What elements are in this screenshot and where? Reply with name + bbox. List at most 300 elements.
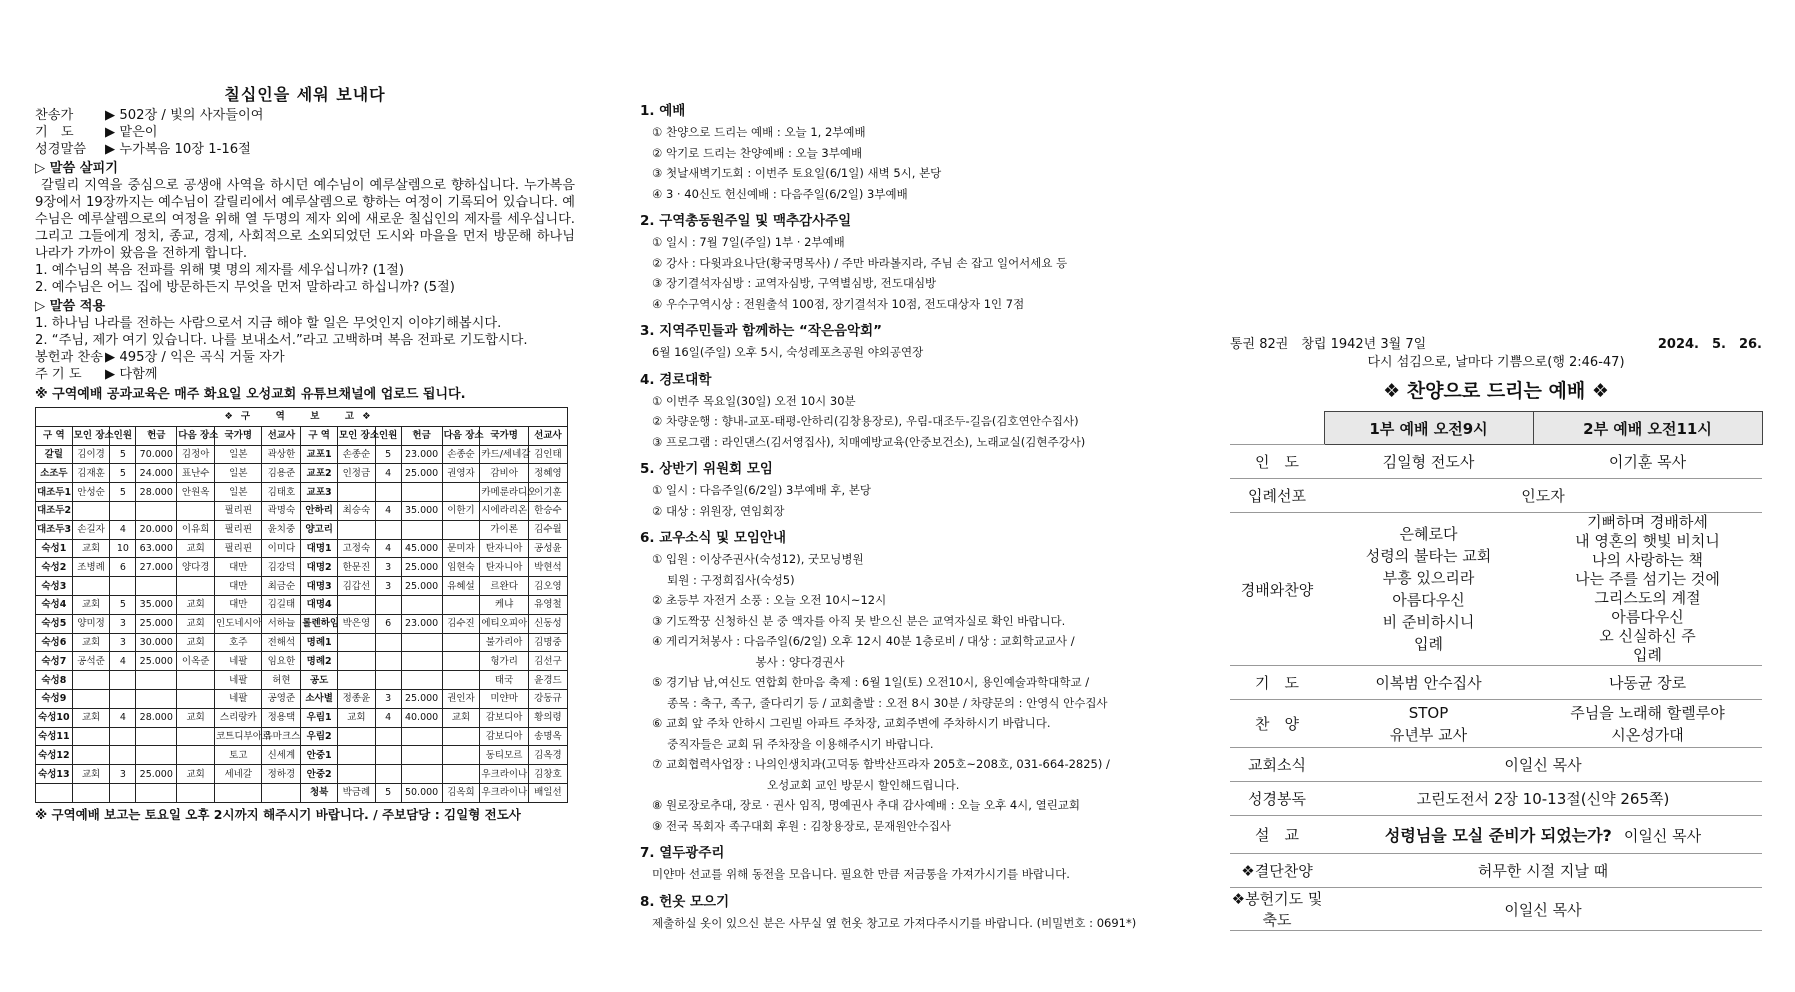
table-cell: 27.000 bbox=[136, 558, 177, 577]
table-cell: 에티오피아 bbox=[480, 614, 529, 633]
table-cell: 권인자 bbox=[442, 689, 480, 708]
table-cell: 이미다 bbox=[262, 539, 301, 558]
table-cell bbox=[110, 689, 136, 708]
worship-row bbox=[1230, 445, 1762, 479]
announcement-section bbox=[640, 100, 1180, 204]
table-cell: 김수월 bbox=[528, 520, 567, 539]
table-cell: 소사별 bbox=[301, 689, 338, 708]
table-cell: 대만 bbox=[215, 558, 262, 577]
announcement-heading: 5. 상반기 위원회 모임 bbox=[640, 461, 773, 477]
table-cell: 김이경 bbox=[72, 445, 110, 464]
table-cell: 안하리 bbox=[301, 501, 338, 520]
line: 아름다우신 bbox=[1611, 608, 1684, 626]
announcement-item: ① 입원 : 이상주권사(숙성12), 굿모닝병원 bbox=[652, 552, 864, 566]
question: 2. 예수님은 어느 집에 방문하든지 무엇을 먼저 말하라고 하십니까? (5절) bbox=[35, 280, 455, 295]
table-cell: 5 bbox=[110, 483, 136, 502]
table-cell: 4 bbox=[110, 652, 136, 671]
table-cell: 25.000 bbox=[401, 689, 442, 708]
column-header: 헌금 bbox=[401, 426, 442, 445]
table-cell: 대만 bbox=[215, 595, 262, 614]
question: 1. 예수님의 복음 전파를 위해 몇 명의 제자를 세우십니까? (1절) bbox=[35, 263, 404, 278]
table-row bbox=[36, 501, 568, 520]
table-cell bbox=[177, 689, 215, 708]
announcement-item: ③ 프로그램 : 라인댄스(김서영집사), 치매예방교육(안중보건소), 노래교실(김현주강사) bbox=[652, 434, 1086, 449]
announcement-item: ② 대상 : 위원장, 연임회장 bbox=[652, 503, 785, 518]
announcement-section bbox=[640, 210, 1180, 314]
announcement-heading: 8. 헌옷 모으기 bbox=[640, 893, 730, 910]
table-cell bbox=[177, 671, 215, 690]
table-cell: 스리랑카 bbox=[215, 708, 262, 727]
table-cell: 황의령 bbox=[528, 708, 567, 727]
announcement-item: ① 이번주 목요일(30일) 오전 10시 30분 bbox=[652, 393, 856, 408]
table-cell: 한문진 bbox=[337, 558, 375, 577]
table-cell: 3 bbox=[110, 614, 136, 633]
table-cell: 63.000 bbox=[136, 539, 177, 558]
application-list bbox=[35, 315, 575, 349]
table-cell: 최금순 bbox=[262, 577, 301, 596]
meta-row bbox=[35, 141, 575, 158]
table-cell: 대만 bbox=[215, 577, 262, 596]
table-cell bbox=[177, 783, 215, 802]
table-cell bbox=[72, 689, 110, 708]
table-cell: 교포1 bbox=[301, 445, 338, 464]
announcement-section bbox=[640, 527, 1180, 836]
table-cell bbox=[110, 727, 136, 746]
table-cell: 6 bbox=[375, 614, 401, 633]
meta-row bbox=[35, 124, 575, 141]
table-cell: 태국 bbox=[480, 671, 529, 690]
table-row bbox=[36, 614, 568, 633]
meta-key: 주 기 도 bbox=[35, 367, 82, 382]
table-cell: 45.000 bbox=[401, 539, 442, 558]
table-cell: 숙성13 bbox=[36, 765, 73, 784]
table-cell bbox=[177, 577, 215, 596]
table-cell: 4 bbox=[110, 520, 136, 539]
table-cell: 안원옥 bbox=[177, 483, 215, 502]
table-cell: 임현숙 bbox=[442, 558, 480, 577]
table-cell: 가이론 bbox=[480, 520, 529, 539]
table-cell: 교회 bbox=[72, 633, 110, 652]
district-report-table bbox=[35, 407, 568, 803]
announcement-heading: 6. 교우소식 및 모임안내 bbox=[640, 530, 786, 546]
table-cell: 손종순 bbox=[337, 445, 375, 464]
table-cell: 35.000 bbox=[136, 595, 177, 614]
table-cell: 명례2 bbox=[301, 652, 338, 671]
announcements-column bbox=[640, 100, 1180, 939]
table-row bbox=[36, 464, 568, 483]
table-row bbox=[36, 577, 568, 596]
announcement-item: ⑦ 교회협력사업장 : 나의인생치과(고덕동 함박산프라자 205호~208호, 031-664-2825) / bbox=[652, 757, 1110, 771]
table-row bbox=[36, 746, 568, 765]
table-cell: 신세계 bbox=[262, 746, 301, 765]
table-cell bbox=[337, 727, 375, 746]
table-cell: 일본 bbox=[215, 445, 262, 464]
table-cell bbox=[36, 783, 73, 802]
column-header: 구 역 bbox=[36, 426, 73, 445]
column-header: 모인 장소 bbox=[337, 426, 375, 445]
worship-value: 인도자 bbox=[1324, 479, 1762, 513]
table-cell: 공도 bbox=[301, 671, 338, 690]
table-cell bbox=[401, 595, 442, 614]
table-cell: 카메룬라디오 bbox=[480, 483, 529, 502]
meta-key: 찬송가 bbox=[35, 108, 74, 123]
table-cell: 양미정 bbox=[72, 614, 110, 633]
table-cell: 4 bbox=[375, 708, 401, 727]
line: 성령의 불타는 교회 bbox=[1365, 547, 1492, 565]
table-cell: 숙성9 bbox=[36, 689, 73, 708]
table-cell: 최승숙 bbox=[337, 501, 375, 520]
table-cell: 권영자 bbox=[442, 464, 480, 483]
announcement-heading: 3. 지역주민들과 함께하는 “작은음악회” bbox=[640, 323, 882, 339]
worship-label: 교회소식 bbox=[1230, 748, 1324, 782]
lesson-meta bbox=[35, 107, 575, 158]
table-cell: 감보디아 bbox=[480, 708, 529, 727]
table-cell: 숙성7 bbox=[36, 652, 73, 671]
table-cell: 네팔 bbox=[215, 671, 262, 690]
preacher: 이일신 목사 bbox=[1623, 827, 1702, 845]
section-heading-observe: ▷ 말씀 살피기 bbox=[35, 161, 119, 176]
table-cell: 25.000 bbox=[136, 765, 177, 784]
table-cell: 인정금 bbox=[337, 464, 375, 483]
table-cell: 숙성11 bbox=[36, 727, 73, 746]
table-cell: 이옥준 bbox=[177, 652, 215, 671]
table-cell: 숙성10 bbox=[36, 708, 73, 727]
announcement-section bbox=[640, 320, 1180, 363]
table-cell: 5 bbox=[110, 464, 136, 483]
line: 부흥 있으리라 bbox=[1382, 569, 1475, 587]
volume-info: 통권 82권 창립 1942년 3월 7일 bbox=[1230, 337, 1427, 352]
table-cell bbox=[375, 671, 401, 690]
table-cell: 청북 bbox=[301, 783, 338, 802]
worship-lines bbox=[1324, 700, 1533, 748]
table-cell: 강동규 bbox=[528, 689, 567, 708]
table-cell: 서하늘 bbox=[262, 614, 301, 633]
table-cell bbox=[72, 746, 110, 765]
announcement-item: 퇴원 : 구정희집사(숙성5) bbox=[652, 572, 795, 587]
table-cell: 시에라리온 bbox=[480, 501, 529, 520]
table-cell: 23.000 bbox=[401, 614, 442, 633]
table-cell: 대명1 bbox=[301, 539, 338, 558]
table-cell bbox=[337, 746, 375, 765]
table-cell: 대명4 bbox=[301, 595, 338, 614]
worship-value: 이일신 목사 bbox=[1324, 888, 1762, 931]
table-cell: 4 bbox=[110, 708, 136, 727]
worship-label: ❖결단찬양 bbox=[1230, 854, 1324, 888]
table-cell: 숙성6 bbox=[36, 633, 73, 652]
table-cell: 5 bbox=[110, 445, 136, 464]
table-cell: 정혜영 bbox=[528, 464, 567, 483]
table-cell bbox=[262, 783, 301, 802]
table-cell: 곽상한 bbox=[262, 445, 301, 464]
announcement-item: ② 초등부 자전거 소풍 : 오늘 오전 10시~12시 bbox=[652, 593, 887, 607]
table-cell bbox=[401, 652, 442, 671]
worship-row bbox=[1230, 513, 1762, 666]
table-cell: 감보디아 bbox=[480, 727, 529, 746]
table-cell bbox=[401, 671, 442, 690]
table-cell: 르완다 bbox=[480, 577, 529, 596]
table-cell: 김재훈 bbox=[72, 464, 110, 483]
table-cell bbox=[72, 501, 110, 520]
table-cell: 이유희 bbox=[177, 520, 215, 539]
table-cell: 코트디부아르 bbox=[215, 727, 262, 746]
table-cell: 대명3 bbox=[301, 577, 338, 596]
column-header: 다음 장소 bbox=[177, 426, 215, 445]
table-cell: 대조두2 bbox=[36, 501, 73, 520]
line: 은혜로다 bbox=[1399, 525, 1458, 543]
worship-label: 경배와찬양 bbox=[1230, 513, 1324, 666]
report-header-row bbox=[36, 426, 568, 445]
table-cell: 인도네시아 bbox=[215, 614, 262, 633]
announcement-item: 제출하실 옷이 있으신 분은 사무실 옆 헌옷 창고로 가져다주시기를 바랍니다. (비밀번호 : 0691*) bbox=[652, 915, 1137, 930]
table-row bbox=[36, 671, 568, 690]
table-cell bbox=[72, 577, 110, 596]
table-cell: 소조두 bbox=[36, 464, 73, 483]
table-cell: 김용준 bbox=[262, 464, 301, 483]
table-cell: 케냐 bbox=[480, 595, 529, 614]
table-cell bbox=[375, 483, 401, 502]
table-cell: 25.000 bbox=[401, 577, 442, 596]
table-cell: 숙성12 bbox=[36, 746, 73, 765]
line: 아름다우신 bbox=[1392, 591, 1465, 609]
table-cell: 3 bbox=[110, 633, 136, 652]
table-cell: 신동성 bbox=[528, 614, 567, 633]
table-cell: 네팔 bbox=[215, 689, 262, 708]
table-cell: 김강덕 bbox=[262, 558, 301, 577]
table-cell: 교회 bbox=[177, 765, 215, 784]
table-cell: 3 bbox=[375, 689, 401, 708]
meta-key: 봉헌과 찬송 bbox=[35, 350, 103, 365]
table-cell: 탄자니아 bbox=[480, 558, 529, 577]
announcement-item: ② 강사 : 다윗과요나단(황국명목사) / 주만 바라볼지라, 주님 손 잡고 일어서세요 등 bbox=[652, 255, 1068, 270]
table-cell: 4 bbox=[375, 464, 401, 483]
table-cell bbox=[72, 671, 110, 690]
table-cell: 일본 bbox=[215, 464, 262, 483]
table-cell bbox=[337, 520, 375, 539]
table-cell: 네팔 bbox=[215, 652, 262, 671]
table-row bbox=[36, 539, 568, 558]
table-cell: 교회 bbox=[72, 708, 110, 727]
meta-key: 성경말씀 bbox=[35, 142, 86, 157]
table-cell: 28.000 bbox=[136, 708, 177, 727]
table-cell: 김선구 bbox=[528, 652, 567, 671]
table-cell: 교회 bbox=[72, 765, 110, 784]
table-cell: 숙성1 bbox=[36, 539, 73, 558]
service1-header: 1부 예배 오전9시 bbox=[1324, 412, 1533, 445]
table-cell: 송명옥 bbox=[528, 727, 567, 746]
worship-label: 인 도 bbox=[1230, 445, 1324, 479]
table-cell bbox=[215, 783, 262, 802]
worship-lines bbox=[1324, 513, 1533, 666]
table-row bbox=[36, 558, 568, 577]
announcement-item: ① 찬양으로 드리는 예배 : 오늘 1, 2부예배 bbox=[652, 125, 866, 139]
table-cell bbox=[136, 689, 177, 708]
table-cell bbox=[401, 746, 442, 765]
line: 입례 bbox=[1633, 646, 1662, 664]
table-cell: 대명2 bbox=[301, 558, 338, 577]
column-header: 다음 장소 bbox=[442, 426, 480, 445]
announcement-item: ⑥ 교회 앞 주차 안하시 그린빌 아파트 주차장, 교회주변에 주차하시기 바랍니다. bbox=[652, 716, 1051, 730]
table-cell: 곽명숙 bbox=[262, 501, 301, 520]
table-cell: 교포3 bbox=[301, 483, 338, 502]
table-row bbox=[36, 765, 568, 784]
table-cell: 감비아 bbox=[480, 464, 529, 483]
worship-row bbox=[1230, 782, 1762, 816]
announcement-item: 봉사 : 양다경권사 bbox=[652, 654, 845, 669]
table-cell: 손길자 bbox=[72, 520, 110, 539]
worship-label: 입례선포 bbox=[1230, 479, 1324, 513]
table-cell: 정용택 bbox=[262, 708, 301, 727]
table-cell bbox=[442, 633, 480, 652]
table-cell bbox=[337, 483, 375, 502]
table-cell: 교회 bbox=[337, 708, 375, 727]
table-cell: 24.000 bbox=[136, 464, 177, 483]
table-cell: 40.000 bbox=[401, 708, 442, 727]
table-cell: 교포2 bbox=[301, 464, 338, 483]
table-cell: 김옥희 bbox=[442, 783, 480, 802]
table-cell bbox=[375, 746, 401, 765]
table-cell: 문미자 bbox=[442, 539, 480, 558]
worship-label: 설 교 bbox=[1230, 816, 1324, 854]
worship-lines bbox=[1533, 513, 1762, 666]
table-cell: 숙성5 bbox=[36, 614, 73, 633]
announcement-item: ④ 게리거쳐봉사 : 다음주일(6/2일) 오후 12시 40분 1층로비 / 대상 : 교회학교교사 / bbox=[652, 634, 1075, 648]
table-cell: 공석준 bbox=[72, 652, 110, 671]
announcement-section bbox=[640, 842, 1180, 885]
table-cell: 이기훈 bbox=[528, 483, 567, 502]
table-cell: 임요한 bbox=[262, 652, 301, 671]
table-cell bbox=[177, 746, 215, 765]
question-list bbox=[35, 262, 575, 296]
table-cell: 우크라이나 bbox=[480, 783, 529, 802]
table-cell: 김오영 bbox=[528, 577, 567, 596]
meta-value: ▶ 누가복음 10장 1-16절 bbox=[105, 142, 251, 157]
line: 주님을 노래해 할렐루야 bbox=[1570, 703, 1725, 722]
table-cell bbox=[442, 595, 480, 614]
meta-value: ▶ 502장 / 빛의 사자들이여 bbox=[105, 108, 264, 123]
line: 그리스도의 계절 bbox=[1594, 589, 1701, 607]
table-cell bbox=[442, 727, 480, 746]
table-cell: 교회 bbox=[72, 595, 110, 614]
worship-label: ❖봉헌기도 및 축도 bbox=[1230, 888, 1324, 931]
announcement-heading: 2. 구역총동원주일 및 맥추감사주일 bbox=[640, 213, 852, 229]
column-header: 선교사 bbox=[528, 426, 567, 445]
column-header: 인원 bbox=[375, 426, 401, 445]
line: 나의 사랑하는 책 bbox=[1592, 551, 1703, 569]
announcement-heading: 4. 경로대학 bbox=[640, 371, 712, 388]
table-cell bbox=[401, 765, 442, 784]
table-cell: 명례1 bbox=[301, 633, 338, 652]
application-item: 2. “주님, 제가 여기 있습니다. 나를 보내소서.”라고 고백하며 복음 전파로 기도합시다. bbox=[35, 333, 528, 348]
table-cell: 필리핀 bbox=[215, 501, 262, 520]
announcement-heading: 1. 예배 bbox=[640, 103, 686, 119]
worship-value: 고린도전서 2장 10-13절(신약 265쪽) bbox=[1324, 782, 1762, 816]
table-cell: 안중1 bbox=[301, 746, 338, 765]
table-cell bbox=[442, 746, 480, 765]
table-cell: 3 bbox=[375, 558, 401, 577]
table-cell: 필리핀 bbox=[215, 520, 262, 539]
table-cell: 28.000 bbox=[136, 483, 177, 502]
table-cell: 이한기 bbox=[442, 501, 480, 520]
application-item: 1. 하나님 나라를 전하는 사람으로서 지금 해야 할 일은 무엇인지 이야기해봅시다. bbox=[35, 316, 502, 331]
table-cell: 김갑선 bbox=[337, 577, 375, 596]
table-cell: 세네갈 bbox=[215, 765, 262, 784]
announcement-item: ③ 첫날새벽기도회 : 이번주 토요일(6/1일) 새벽 5시, 본당 bbox=[652, 166, 942, 180]
table-cell: 일본 bbox=[215, 483, 262, 502]
table-cell: 손종순 bbox=[442, 445, 480, 464]
table-cell: 교회 bbox=[177, 614, 215, 633]
table-cell: 김수진 bbox=[442, 614, 480, 633]
announcement-item: ③ 기도짝꿍 신청하신 분 중 액자를 아직 못 받으신 분은 교역자실로 확인 바랍니다. bbox=[652, 613, 1066, 628]
column-header: 모인 장소 bbox=[72, 426, 110, 445]
announcement-item: 중직자들은 교회 뒤 주차장을 이용해주시기 바랍니다. bbox=[652, 736, 934, 751]
table-cell bbox=[375, 727, 401, 746]
table-cell: 불가리아 bbox=[480, 633, 529, 652]
table-cell: 30.000 bbox=[136, 633, 177, 652]
table-cell bbox=[337, 652, 375, 671]
table-cell: 교회 bbox=[442, 708, 480, 727]
table-cell: 김태호 bbox=[262, 483, 301, 502]
table-cell bbox=[136, 727, 177, 746]
announcement-item: ⑨ 전국 목회자 족구대회 후원 : 김창용장로, 문재원안수집사 bbox=[652, 818, 951, 833]
announcement-item: ② 악기로 드리는 찬양예배 : 오늘 3부예배 bbox=[652, 145, 863, 160]
table-cell: 김옥경 bbox=[528, 746, 567, 765]
worship-row bbox=[1230, 888, 1762, 931]
table-cell: 김정아 bbox=[177, 445, 215, 464]
youtube-note: ※ 구역예배 공과교육은 매주 화요일 오성교회 유튜브채널에 업로드 됩니다. bbox=[35, 387, 466, 402]
table-cell: 김명중 bbox=[528, 633, 567, 652]
table-cell bbox=[136, 501, 177, 520]
announcement-item: 오성교회 교인 방문시 할인해드립니다. bbox=[652, 777, 960, 792]
table-cell: 25.000 bbox=[401, 464, 442, 483]
worship-value: 이기훈 목사 bbox=[1533, 445, 1762, 479]
worship-value: 이복범 안수집사 bbox=[1324, 666, 1533, 700]
table-cell: 교회 bbox=[177, 595, 215, 614]
worship-label: 성경봉독 bbox=[1230, 782, 1324, 816]
table-cell bbox=[401, 633, 442, 652]
table-cell: 교회 bbox=[177, 633, 215, 652]
announcement-item: ⑤ 경기남 남,여신도 연합회 한마음 축제 : 6월 1일(토) 오전10시, 용인예술과학대학교 / bbox=[652, 675, 1090, 689]
worship-value: 이일신 목사 bbox=[1324, 748, 1762, 782]
table-cell: 박금례 bbox=[337, 783, 375, 802]
worship-row bbox=[1230, 479, 1762, 513]
announcement-item: ② 차량운행 : 향내-교포-태평-안하리(김창용장로), 우림-대조두-길음(김호연안수집사) bbox=[652, 414, 1079, 428]
table-cell: 박은영 bbox=[337, 614, 375, 633]
announcement-item: ③ 장기결석자심방 : 교역자심방, 구역별심방, 전도대심방 bbox=[652, 276, 937, 290]
table-row bbox=[36, 483, 568, 502]
table-cell: 김창호 bbox=[528, 765, 567, 784]
sermon-cell bbox=[1324, 816, 1762, 854]
table-cell: 김인태 bbox=[528, 445, 567, 464]
table-cell bbox=[442, 652, 480, 671]
table-cell: 50.000 bbox=[401, 783, 442, 802]
table-cell bbox=[442, 520, 480, 539]
worship-label: 찬 양 bbox=[1230, 700, 1324, 748]
announcement-item: 미얀마 선교를 위해 동전을 모읍니다. 필요한 만큼 저금통을 가져가시기를 바랍니다. bbox=[652, 867, 1070, 881]
table-cell: 25.000 bbox=[136, 652, 177, 671]
table-cell: 대조두1 bbox=[36, 483, 73, 502]
table-cell: 3 bbox=[375, 577, 401, 596]
table-row bbox=[36, 708, 568, 727]
report-footnote: ※ 구역예배 보고는 토요일 오후 2시까지 해주시기 바랍니다. / 주보담당 : 김일형 전도사 bbox=[35, 806, 521, 822]
table-cell: 숙성3 bbox=[36, 577, 73, 596]
lesson-paragraph: 갈릴리 지역을 중심으로 공생애 사역을 하시던 예수님이 예루살렘으로 향하십니다. 누가복음 9장에서 19장까지는 예수님이 갈릴리에서 예루살렘으로 향하는 여정이 기록되어 있습니다. 예수님은 예루살렘으로의 여정을 위해 열 두명의 제자 외에 새로운 칠십인의 제자를 세우십니다. 그리고 그들에게 정치, 종교, 경제, 사회적으로 소외되었던 도시와 마을을 먼저 방문해 하나님 나라가 가까이 왔음을 전하게 합니다. bbox=[35, 178, 575, 261]
announcement-item: ⑧ 원로장로추대, 장로 · 권사 임직, 명예권사 추대 감사예배 : 오늘 오후 4시, 열린교회 bbox=[652, 798, 1081, 812]
line: 기뻐하며 경배하세 bbox=[1587, 513, 1708, 531]
table-cell: 25.000 bbox=[401, 558, 442, 577]
worship-value: 나동균 장로 bbox=[1533, 666, 1762, 700]
table-cell: 교회 bbox=[177, 539, 215, 558]
worship-title: ❖ 찬양으로 드리는 예배 ❖ bbox=[1383, 380, 1609, 402]
